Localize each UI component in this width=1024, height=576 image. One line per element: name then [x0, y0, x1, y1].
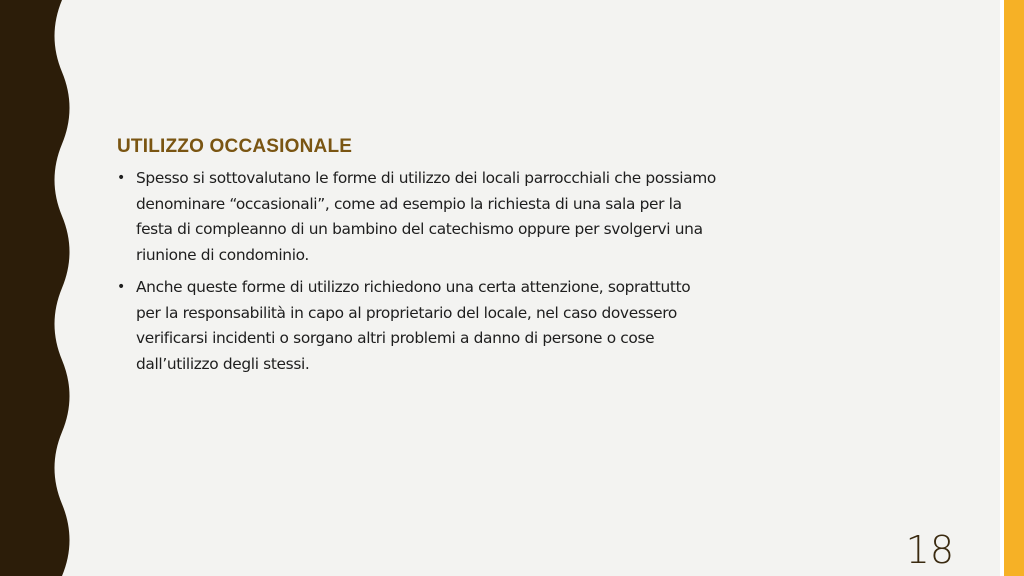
left-wave-band — [0, 0, 80, 576]
bullet-text: Anche queste forme di utilizzo richiedono una certa attenzione, soprattutto per la responsabilità in capo al proprietario del locale, nel caso dovessero verificarsi incidenti o sorgano altri problemi a danno di persone o cose dall’utilizzo degli stessi. — [136, 277, 691, 373]
right-accent-bar — [1004, 0, 1024, 576]
bullet-dot-icon: • — [117, 278, 125, 295]
slide-heading: UTILIZZO OCCASIONALE — [117, 136, 353, 157]
bullet-dot-icon: • — [117, 170, 125, 186]
bullet-item — [117, 166, 717, 269]
slide-content — [117, 136, 717, 384]
bullet-item — [117, 275, 717, 378]
page-number: 18 — [905, 528, 954, 572]
bullet-text: Spesso si sottovalutano le forme di utilizzo dei locali parrocchiali che possiamo denominare “occasionali”, come ad esempio la richiesta di una sala per la festa di compleanno di un bambino del catechismo oppure per svolgervi una riunione di condominio. — [136, 169, 716, 265]
